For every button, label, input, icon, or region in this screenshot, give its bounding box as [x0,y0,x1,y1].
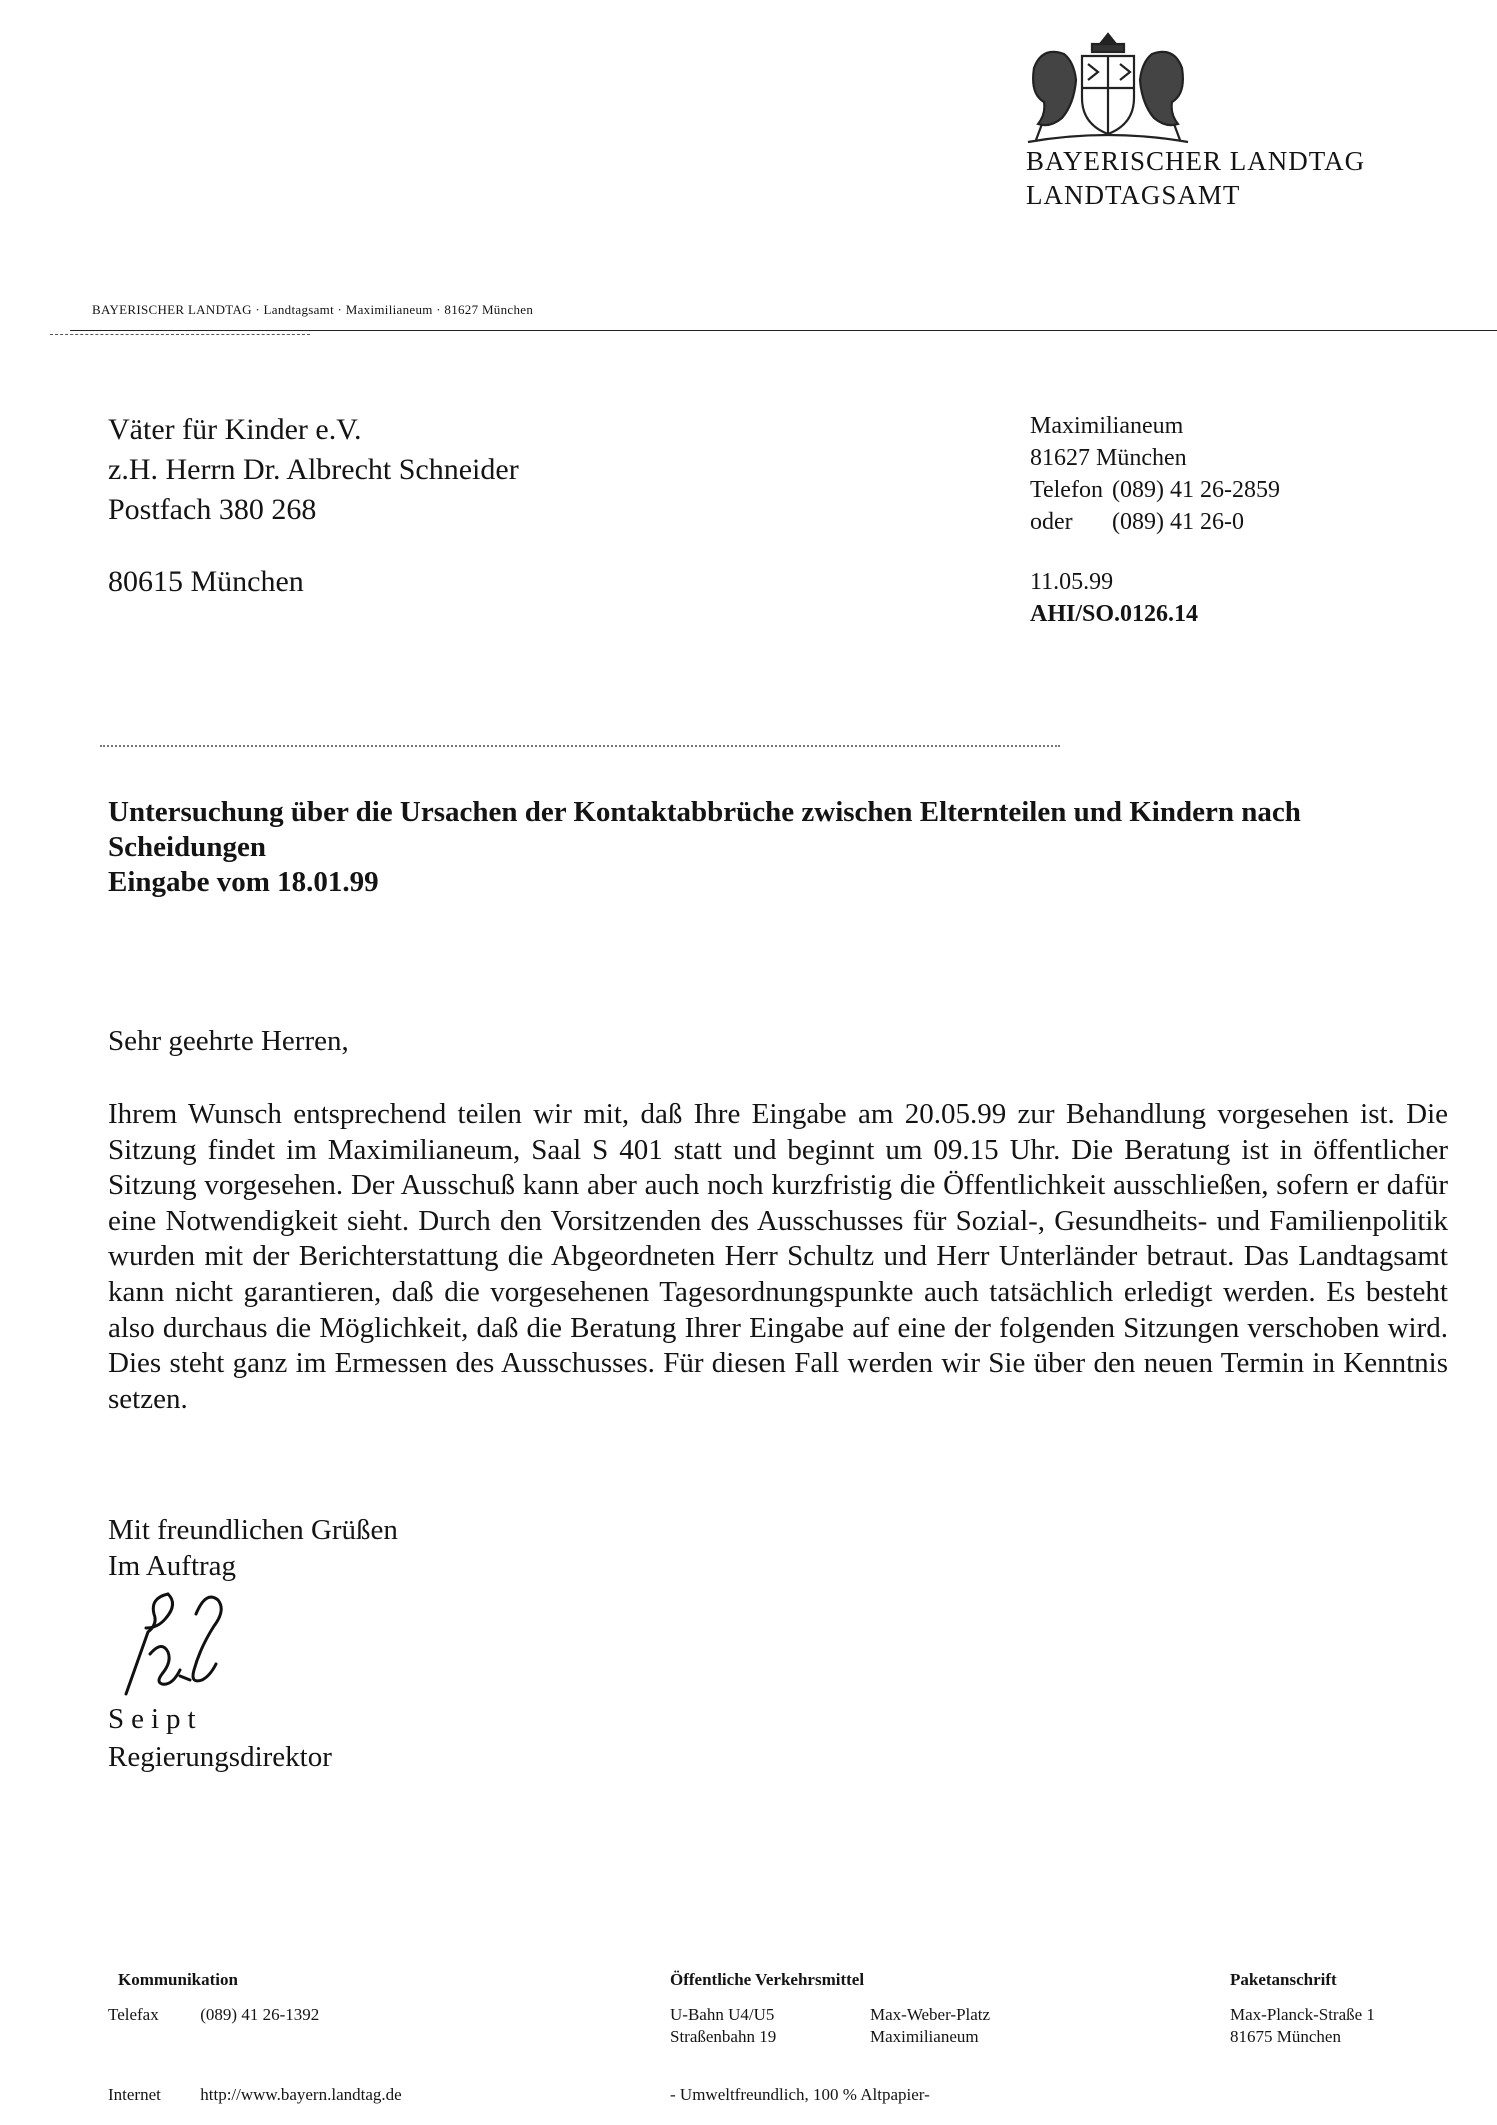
sender-city: 81627 München [1030,445,1187,471]
alt-phone-row [1030,506,1280,538]
closing-phrase: Mit freundlichen Grüßen [108,1514,398,1546]
tram-row [670,2026,990,2048]
recipient-city: 80615 München [108,565,304,598]
letterhead-org [1026,144,1365,212]
closing-on-behalf: Im Auftrag [108,1550,237,1582]
signer [108,1700,332,1776]
reference-number: AHI/SO.0126.14 [1030,601,1199,627]
ubahn-stop: Max-Weber-Platz [870,2005,991,2024]
ubahn-row [670,2004,990,2026]
parcel-address [1230,2004,1375,2048]
recipient-attention: z.H. Herrn Dr. Albrecht Schneider [108,453,519,486]
org-department: LANDTAGSAMT [1026,180,1241,210]
parcel-city: 81675 München [1230,2027,1341,2046]
footer-heading-transit: Öffentliche Verkehrsmittel [670,1970,865,1989]
eco-note: - Umweltfreundlich, 100 % Altpapier- [670,2085,930,2104]
recipient-address [108,410,519,530]
signer-name: Seipt [108,1703,203,1735]
sender-return-line: BAYERISCHER LANDTAG · Landtagsamt · Maximilianeum · 81627 München [92,302,534,317]
letter-date: 11.05.99 [1030,569,1114,595]
alt-phone-label: oder [1030,509,1073,535]
phone-row [1030,474,1280,506]
internet-label: Internet [108,2085,161,2104]
subject-submission-date: Eingabe vom 18.01.99 [108,866,379,898]
internet-url[interactable]: http://www.bayern.landtag.de [200,2085,402,2104]
greeting: Sehr geehrte Herren, [108,1025,349,1057]
divider [100,745,1060,747]
fax-label: Telefax [108,2005,159,2024]
closing [108,1512,398,1584]
tram-label: Straßenbahn 19 [670,2027,777,2046]
recipient-po-box: Postfach 380 268 [108,493,317,526]
footer-heading-parcel: Paketanschrift [1230,1970,1337,1989]
signer-title: Regierungsdirektor [108,1741,332,1773]
divider [50,334,310,335]
footer-heading-communication: Kommunikation [118,1970,238,1989]
org-name: BAYERISCHER LANDTAG [1026,146,1366,176]
date-reference-block [1030,566,1198,630]
subject-title: Untersuchung über die Ursachen der Kontaktabbrüche zwischen Elternteilen und Kindern nach Scheidungen [108,796,1301,863]
footer-fax-row [108,2004,319,2026]
sender-building: Maximilianeum [1030,413,1184,439]
sender-address [1030,410,1280,538]
divider [70,330,1497,331]
coat-of-arms-icon [1022,28,1194,148]
footer-internet-row [108,2084,402,2106]
alt-phone-number: (089) 41 26-0 [1112,509,1244,535]
ubahn-label: U-Bahn U4/U5 [670,2005,775,2024]
recipient-name: Väter für Kinder e.V. [108,413,362,446]
parcel-street: Max-Planck-Straße 1 [1230,2005,1375,2024]
tram-stop: Maximilianeum [870,2027,979,2046]
letter-body: Ihrem Wunsch entsprechend teilen wir mit, daß Ihre Eingabe am 20.05.99 zur Behandlung vorgesehen ist. Die Sitzung findet im Maximilianeum, Saal S 401 statt und beginnt um 09.15 Uhr. Die Beratung ist in öffentlicher Sitzung vorgesehen. Der Ausschuß kann aber auch noch kurzfristig die Öffentlichkeit ausschließen, sofern er dafür eine Notwendigkeit sieht. Durch den Vorsitzenden des Ausschusses für Sozial-, Gesundheits- und Familienpolitik wurden mit der Berichterstattung die Abgeordneten Herr Schultz und Herr Unterländer betraut. Das Landtagsamt kann nicht garantieren, daß die vorgesehenen Tagesordnungspunkte auch tatsächlich erledigt werden. Es besteht also durchaus die Möglichkeit, daß die Beratung Ihrer Eingabe auf eine der folgenden Sitzungen verschoben wird. Dies steht ganz im Ermessen des Ausschusses. Für diesen Fall werden wir Sie über den neuen Termin in Kenntnis setzen. [108,1098,1448,1415]
phone-number: (089) 41 26-2859 [1112,477,1280,503]
fax-number: (089) 41 26-1392 [200,2005,320,2024]
handwritten-signature [110,1580,260,1710]
footer-transit-block [670,2004,990,2048]
phone-label: Telefon [1030,477,1103,503]
subject [108,795,1448,900]
